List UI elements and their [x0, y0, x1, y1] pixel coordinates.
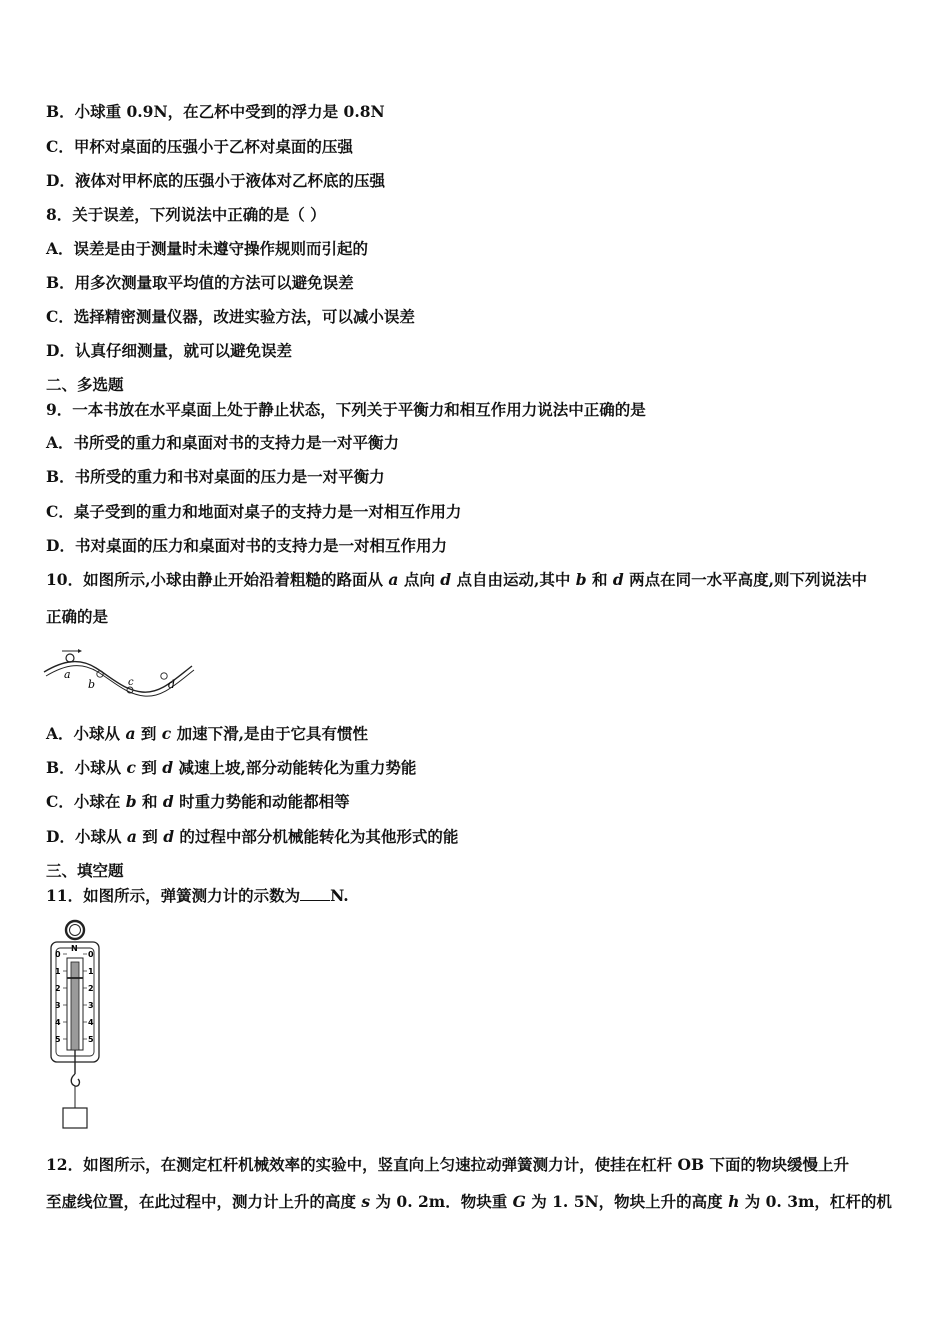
hook-icon: [71, 1074, 79, 1086]
q9-option-a: A．书所受的重力和桌面对书的支持力是一对平衡力: [46, 433, 400, 452]
ball-icon: [66, 654, 74, 662]
q10-option-d: D．小球从 a 到 d 的过程中部分机械能转化为其他形式的能: [46, 827, 459, 846]
svg-text:N: N: [71, 944, 78, 953]
q10-option-b: B．小球从 c 到 d 减速上坡,部分动能转化为重力势能: [46, 758, 417, 777]
svg-text:0: 0: [55, 950, 61, 959]
svg-text:1: 1: [55, 967, 61, 976]
label-b: b: [88, 678, 96, 691]
svg-text:5: 5: [88, 1035, 94, 1044]
q10-option-a: A．小球从 a 到 c 加速下滑,是由于它具有惯性: [46, 724, 369, 743]
label-a: a: [64, 668, 71, 681]
q7-option-d: D．液体对甲杯底的压强小于液体对乙杯底的压强: [46, 171, 385, 190]
q9-option-c: C．桌子受到的重力和地面对桌子的支持力是一对相互作用力: [46, 502, 462, 521]
q8-option-d: D．认真仔细测量，就可以避免误差: [46, 341, 292, 360]
svg-text:2: 2: [88, 984, 94, 993]
section-title-fill-blank: 三、填空题: [46, 861, 124, 880]
q9-option-d: D．书对桌面的压力和桌面对书的支持力是一对相互作用力: [46, 536, 447, 555]
svg-text:0: 0: [88, 950, 94, 959]
q11-stem: 11．如图所示，弹簧测力计的示数为 N.: [46, 886, 349, 905]
q7-option-b: B．小球重 0.9N，在乙杯中受到的浮力是 0.8N: [46, 102, 385, 121]
section-title-multiple-choice: 二、多选题: [46, 375, 124, 394]
q10-road-figure: [42, 646, 198, 702]
q7-option-c: C．甲杯对桌面的压强小于乙杯对桌面的压强: [46, 137, 353, 156]
weight-block: [63, 1108, 87, 1128]
label-c: c: [128, 677, 134, 688]
label-d: d: [168, 678, 176, 691]
svg-text:1: 1: [88, 967, 94, 976]
q8-option-b: B．用多次测量取平均值的方法可以避免误差: [46, 273, 354, 292]
svg-text:4: 4: [88, 1018, 94, 1027]
q8-stem: 8．关于误差，下列说法中正确的是（ ）: [46, 205, 326, 224]
q8-option-a: A．误差是由于测量时未遵守操作规则而引起的: [46, 239, 369, 258]
ring-icon: [66, 921, 84, 939]
answer-blank[interactable]: [300, 886, 330, 901]
q10-option-c: C．小球在 b 和 d 时重力势能和动能都相等: [46, 792, 350, 811]
q12-line1: 12．如图所示，在测定杠杆机械效率的实验中，竖直向上匀速拉动弹簧测力计，使挂在杠杆 OB 下面的物块缓慢上升: [46, 1155, 849, 1174]
q8-option-c: C．选择精密测量仪器，改进实验方法，可以减小误差: [46, 307, 415, 326]
q10-stem-line2: 正确的是: [46, 607, 109, 626]
spring-scale-figure: [44, 916, 106, 1132]
svg-text:2: 2: [55, 984, 61, 993]
q10-stem-line1: 10．如图所示,小球由静止开始沿着粗糙的路面从 a 点向 d 点自由运动,其中 b 和 d 两点在同一水平高度,则下列说法中: [46, 570, 868, 589]
svg-text:4: 4: [55, 1018, 61, 1027]
q9-option-b: B．书所受的重力和书对桌面的压力是一对平衡力: [46, 467, 385, 486]
svg-text:3: 3: [55, 1001, 61, 1010]
svg-text:3: 3: [88, 1001, 94, 1010]
q12-line2: 至虚线位置，在此过程中，测力计上升的高度 s 为 0. 2m．物块重 G 为 1. 5N，物块上升的高度 h 为 0. 3m，杠杆的机: [46, 1192, 892, 1211]
q9-stem: 9．一本书放在水平桌面上处于静止状态，下列关于平衡力和相互作用力说法中正确的是: [46, 400, 646, 419]
svg-text:5: 5: [55, 1035, 61, 1044]
